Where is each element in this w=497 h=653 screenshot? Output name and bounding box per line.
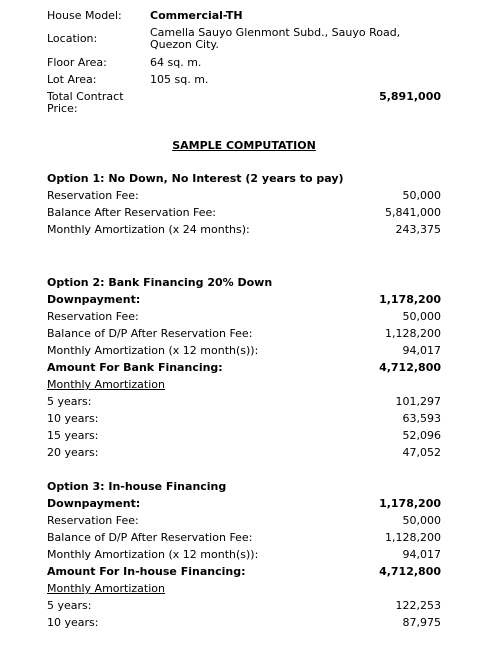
table-row [47, 342, 441, 359]
row-value: 63,593 [402, 412, 441, 425]
option-1-title-text: Option 1: No Down, No Interest (2 years to pay) [47, 172, 344, 185]
row-value: 47,052 [402, 446, 441, 459]
table-row [47, 614, 441, 631]
row-label: Amount For In-house Financing: [47, 565, 246, 578]
table-row [47, 410, 441, 427]
table-row [47, 495, 441, 512]
total-contract-price: 5,891,000 [379, 90, 441, 103]
table-row [47, 546, 441, 563]
row-value: 94,017 [402, 548, 441, 561]
location-line-1: Camella Sauyo Glenmont Subd., Sauyo Road, [150, 26, 401, 39]
row-label: Reservation Fee: [47, 514, 139, 527]
lot-area-label: Lot Area: [47, 73, 97, 86]
location-label: Location: [47, 32, 98, 45]
row-label: Reservation Fee: [47, 310, 139, 323]
house-model-value: Commercial-TH [150, 9, 243, 22]
option-2-title-text: Option 2: Bank Financing 20% Down [47, 276, 273, 289]
floor-area-label: Floor Area: [47, 56, 107, 69]
row-label: Monthly Amortization (x 12 month(s)): [47, 344, 259, 357]
house-model-label: House Model: [47, 9, 122, 22]
table-row [47, 427, 441, 444]
row-value: 243,375 [395, 223, 441, 236]
row-value: 1,128,200 [385, 531, 441, 544]
option-1-title [47, 170, 441, 187]
table-row [47, 444, 441, 461]
table-row [47, 221, 441, 238]
row-value: 122,253 [395, 599, 441, 612]
table-row [47, 529, 441, 546]
row-value: 50,000 [402, 189, 441, 202]
row-label: Reservation Fee: [47, 189, 139, 202]
table-row [47, 187, 441, 204]
table-row [47, 597, 441, 614]
row-value: 4,712,800 [379, 565, 441, 578]
row-value: 101,297 [395, 395, 441, 408]
amortization-heading [47, 580, 441, 597]
property-info [47, 0, 441, 118]
row-value: 1,178,200 [379, 497, 441, 510]
row-value: 4,712,800 [379, 361, 441, 374]
row-label: Monthly Amortization (x 12 month(s)): [47, 548, 259, 561]
row-label: 10 years: [47, 616, 99, 629]
row-value: 50,000 [402, 310, 441, 323]
tcp-label-line-2: Price: [47, 102, 78, 115]
table-row [47, 359, 441, 376]
row-value: 1,128,200 [385, 327, 441, 340]
amortization-heading [47, 376, 441, 393]
table-row [47, 512, 441, 529]
table-row [47, 325, 441, 342]
row-label: 20 years: [47, 446, 99, 459]
row-label: 5 years: [47, 395, 92, 408]
row-value: 52,096 [402, 429, 441, 442]
row-label: Balance of D/P After Reservation Fee: [47, 531, 253, 544]
section-heading: SAMPLE COMPUTATION [172, 139, 316, 152]
option-3-title [47, 478, 441, 495]
amortization-heading-text: Monthly Amortization [47, 378, 165, 391]
row-value: 87,975 [402, 616, 441, 629]
option-2-title [47, 274, 441, 291]
tcp-label-line-1: Total Contract [47, 90, 124, 103]
table-row [47, 393, 441, 410]
table-row [47, 204, 441, 221]
row-value: 5,841,000 [385, 206, 441, 219]
lot-area-value: 105 sq. m. [150, 73, 209, 86]
row-label: 15 years: [47, 429, 99, 442]
amortization-heading-text: Monthly Amortization [47, 582, 165, 595]
row-label: Downpayment: [47, 293, 141, 306]
table-row [47, 291, 441, 308]
row-label: Balance After Reservation Fee: [47, 206, 217, 219]
row-label: 10 years: [47, 412, 99, 425]
row-value: 1,178,200 [379, 293, 441, 306]
row-label: Balance of D/P After Reservation Fee: [47, 327, 253, 340]
table-row [47, 563, 441, 580]
location-line-2: Quezon City. [150, 38, 219, 51]
row-value: 94,017 [402, 344, 441, 357]
option-3-title-text: Option 3: In-house Financing [47, 480, 227, 493]
row-value: 50,000 [402, 514, 441, 527]
row-label: Downpayment: [47, 497, 141, 510]
table-row [47, 308, 441, 325]
row-label: 5 years: [47, 599, 92, 612]
row-label: Monthly Amortization (x 24 months): [47, 223, 250, 236]
row-label: Amount For Bank Financing: [47, 361, 223, 374]
computation-page [47, 0, 441, 629]
floor-area-value: 64 sq. m. [150, 56, 202, 69]
